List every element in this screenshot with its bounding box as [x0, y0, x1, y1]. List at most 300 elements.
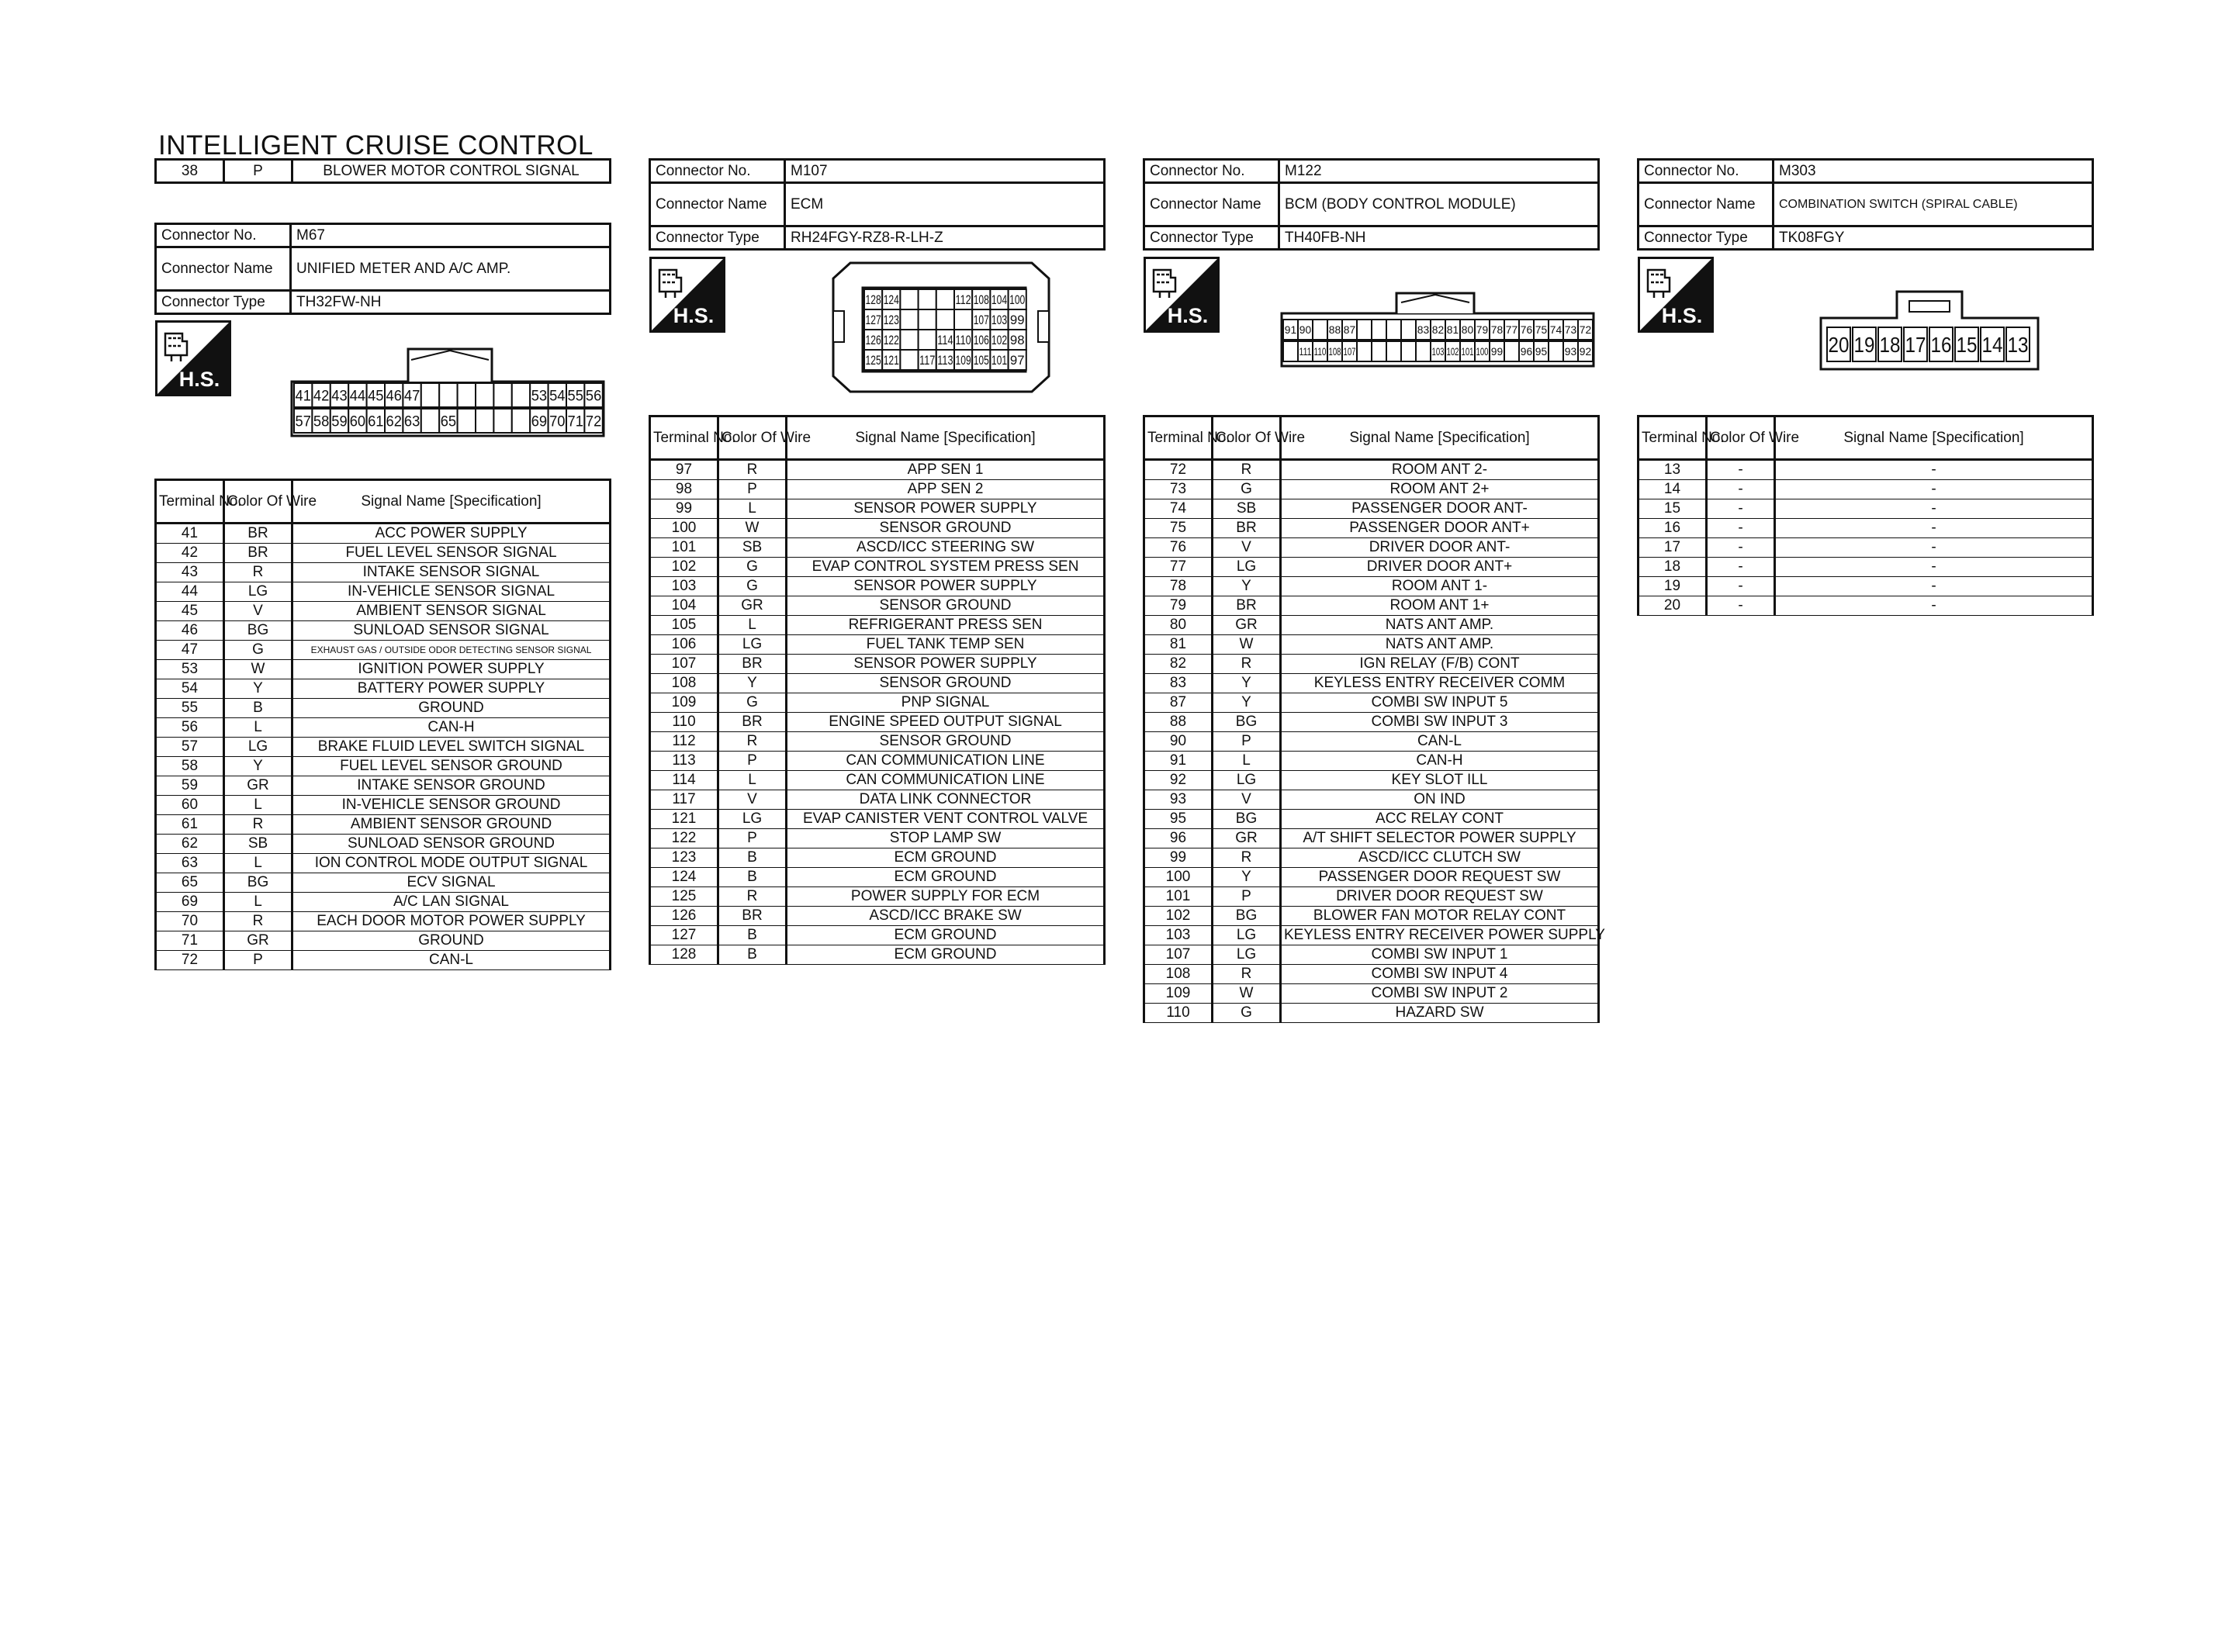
signal-name: INTAKE SENSOR GROUND: [292, 776, 611, 796]
table-row: [650, 868, 1105, 887]
table-row: [156, 582, 611, 602]
pin-cavity: [439, 383, 457, 407]
pin-number: 71: [567, 413, 583, 430]
pin-number: 72: [585, 413, 602, 430]
signal-name: CAN-H: [1281, 752, 1599, 771]
table-row: [1144, 887, 1599, 907]
pin-number: 57: [295, 413, 311, 430]
pin-number: 65: [440, 413, 457, 430]
terminal-number: 38: [156, 160, 224, 183]
terminal-number: 105: [650, 616, 718, 635]
connector-no-value: M107: [785, 160, 1105, 183]
pin-number: 55: [567, 388, 583, 405]
terminal-number: 93: [1144, 790, 1213, 810]
table-row: [1639, 499, 2093, 519]
terminal-number: 77: [1144, 558, 1213, 577]
terminal-number: 71: [156, 931, 224, 951]
wire-color: SB: [1213, 499, 1281, 519]
pin-number: 17: [1905, 333, 1926, 358]
wire-color: R: [224, 815, 292, 835]
signal-name: ION CONTROL MODE OUTPUT SIGNAL: [292, 854, 611, 873]
signal-name: SENSOR GROUND: [787, 596, 1105, 616]
terminal-number: 15: [1639, 499, 1707, 519]
table-row: [156, 912, 611, 931]
terminal-number: 45: [156, 602, 224, 621]
pin-number: 100: [1009, 292, 1026, 308]
connector-header-m303: [1637, 158, 2094, 251]
pin-cavity: [900, 289, 918, 309]
wire-color: -: [1707, 596, 1775, 616]
terminal-number: 99: [650, 499, 718, 519]
pin-number: 80: [1461, 323, 1474, 337]
table-row: [156, 873, 611, 893]
table-row: [650, 790, 1105, 810]
connector-lock: [1396, 293, 1474, 313]
table-row: [156, 835, 611, 854]
terminal-number: 70: [156, 912, 224, 931]
harness-side-symbol: [1638, 257, 1714, 333]
wire-color: G: [224, 641, 292, 660]
terminal-number: 14: [1639, 480, 1707, 499]
pin-number: 110: [1313, 345, 1327, 358]
wire-color: R: [718, 732, 787, 752]
wire-color: G: [1213, 1004, 1281, 1023]
wire-color: BR: [1213, 519, 1281, 538]
table-row: [650, 499, 1105, 519]
harness-side-symbol: [155, 320, 231, 396]
wire-color: B: [718, 868, 787, 887]
table-row: [650, 752, 1105, 771]
terminal-number: 104: [650, 596, 718, 616]
wire-color: BG: [224, 621, 292, 641]
terminal-number: 92: [1144, 771, 1213, 790]
wire-color: LG: [718, 635, 787, 655]
signal-name: COMBI SW INPUT 4: [1281, 965, 1599, 984]
pin-number: 106: [973, 333, 989, 348]
table-row: [650, 596, 1105, 616]
pin-cavity: [476, 383, 493, 407]
pin-number: 59: [331, 413, 348, 430]
pin-number: 73: [1564, 323, 1577, 337]
color-header: Color Of Wire: [1707, 416, 1775, 460]
wire-color: L: [1213, 752, 1281, 771]
terminal-number: 107: [650, 655, 718, 674]
pin-number: 83: [1417, 323, 1430, 337]
connector-no-value: M303: [1774, 160, 2093, 183]
pin-number: 14: [1981, 333, 2003, 358]
pin-number: 43: [331, 388, 348, 405]
table-row: [1144, 1004, 1599, 1023]
wire-color: BR: [224, 544, 292, 563]
table-row: [1144, 848, 1599, 868]
terminal-number: 46: [156, 621, 224, 641]
signal-name: BATTERY POWER SUPPLY: [292, 679, 611, 699]
connector-name-value: UNIFIED METER AND A/C AMP.: [291, 247, 611, 291]
signal-name: SENSOR POWER SUPPLY: [787, 577, 1105, 596]
signal-name: KEY SLOT ILL: [1281, 771, 1599, 790]
terminal-number: 114: [650, 771, 718, 790]
connector-face-m303: [1819, 290, 2040, 371]
pin-number: 47: [403, 388, 420, 405]
signal-name: ROOM ANT 1+: [1281, 596, 1599, 616]
signal-name: POWER SUPPLY FOR ECM: [787, 887, 1105, 907]
table-row: [156, 524, 611, 544]
terminal-number: 58: [156, 757, 224, 776]
pin-number: 41: [295, 388, 311, 405]
connector-name-label: Connector Name: [650, 183, 785, 226]
table-row: [650, 558, 1105, 577]
wire-color: BG: [224, 873, 292, 893]
wire-color: -: [1707, 480, 1775, 499]
terminal-number: 107: [1144, 945, 1213, 965]
wire-color: Y: [224, 679, 292, 699]
table-row: [1144, 732, 1599, 752]
signal-name: ASCD/ICC CLUTCH SW: [1281, 848, 1599, 868]
connector-header-m122: [1143, 158, 1600, 251]
pin-number: 91: [1284, 323, 1297, 337]
signal-name: GROUND: [292, 931, 611, 951]
table-row: [650, 771, 1105, 790]
pin-number: 96: [1520, 345, 1533, 358]
signal-name: ROOM ANT 1-: [1281, 577, 1599, 596]
table-row: [1144, 674, 1599, 693]
signal-name: COMBI SW INPUT 1: [1281, 945, 1599, 965]
pin-number: 78: [1490, 323, 1504, 337]
signal-name: CAN COMMUNICATION LINE: [787, 771, 1105, 790]
terminal-number: 76: [1144, 538, 1213, 558]
table-row: [1639, 519, 2093, 538]
terminal-number: 81: [1144, 635, 1213, 655]
pin-number: 105: [973, 353, 989, 368]
signal-name: -: [1775, 460, 2093, 480]
pin-number: 75: [1535, 323, 1548, 337]
pin-cavity: [512, 383, 530, 407]
pin-number: 107: [973, 313, 989, 328]
pin-number: 98: [1009, 333, 1025, 348]
pin-number: 62: [386, 413, 402, 430]
signal-header: Signal Name [Specification]: [1775, 416, 2093, 460]
wire-color: BR: [718, 907, 787, 926]
pin-cavity: [919, 330, 936, 350]
terminal-number: 117: [650, 790, 718, 810]
table-row: [156, 931, 611, 951]
signal-name: SUNLOAD SENSOR GROUND: [292, 835, 611, 854]
terminal-number: 110: [650, 713, 718, 732]
terminal-number: 97: [650, 460, 718, 480]
wire-color: P: [1213, 732, 1281, 752]
pin-number: 42: [313, 388, 330, 405]
pin-cavity: [1504, 341, 1519, 361]
pin-number: 13: [2007, 333, 2029, 358]
wire-color: B: [718, 926, 787, 945]
wire-color: B: [718, 848, 787, 868]
pin-cavity: [476, 409, 493, 433]
table-row: [650, 907, 1105, 926]
pin-cavity: [1386, 320, 1401, 340]
wire-color: Y: [1213, 577, 1281, 596]
pin-number: 121: [883, 353, 899, 368]
terminal-number: 13: [1639, 460, 1707, 480]
wire-color: V: [718, 790, 787, 810]
signal-name: BRAKE FLUID LEVEL SWITCH SIGNAL: [292, 738, 611, 757]
hs-label: H.S.: [673, 304, 715, 327]
terminal-number: 110: [1144, 1004, 1213, 1023]
terminal-number: 82: [1144, 655, 1213, 674]
signal-name: ASCD/ICC STEERING SW: [787, 538, 1105, 558]
wire-color: LG: [224, 738, 292, 757]
signal-name: FUEL LEVEL SENSOR SIGNAL: [292, 544, 611, 563]
pin-number: 72: [1579, 323, 1592, 337]
pin-number: 74: [1549, 323, 1562, 337]
table-row: [1144, 693, 1599, 713]
signal-name: CAN-H: [292, 718, 611, 738]
wire-color: R: [718, 460, 787, 480]
pin-number: 124: [883, 292, 899, 308]
terminal-no-header: Terminal No.: [650, 416, 718, 460]
pin-number: 16: [1930, 333, 1952, 358]
pin-number: 108: [1328, 345, 1341, 358]
color-header: Color Of Wire: [224, 480, 292, 524]
wire-color: W: [224, 660, 292, 679]
continuation-row: [154, 158, 611, 184]
terminal-number: 95: [1144, 810, 1213, 829]
signal-name: IGN RELAY (F/B) CONT: [1281, 655, 1599, 674]
wire-color: V: [1213, 790, 1281, 810]
signal-name: IN-VEHICLE SENSOR SIGNAL: [292, 582, 611, 602]
connector-no-label: Connector No.: [1144, 160, 1279, 183]
table-row: [650, 616, 1105, 635]
table-row: [1144, 655, 1599, 674]
signal-name: AMBIENT SENSOR GROUND: [292, 815, 611, 835]
signal-name: ECM GROUND: [787, 848, 1105, 868]
pin-cavity: [1372, 341, 1386, 361]
pin-cavity: [900, 309, 918, 330]
pin-cavity: [458, 409, 476, 433]
table-row: [1144, 965, 1599, 984]
table-row: [156, 679, 611, 699]
table-row: [1144, 790, 1599, 810]
pin-number: 15: [1956, 333, 1978, 358]
wire-color: LG: [1213, 926, 1281, 945]
pin-number: 101: [991, 353, 1008, 368]
terminal-number: 112: [650, 732, 718, 752]
terminal-number: 57: [156, 738, 224, 757]
wire-color: LG: [718, 810, 787, 829]
pin-number: 88: [1328, 323, 1341, 337]
pin-number: 19: [1853, 333, 1875, 358]
page-title: INTELLIGENT CRUISE CONTROL: [158, 130, 593, 161]
connector-lock: [1909, 301, 1950, 312]
table-row: [156, 796, 611, 815]
wire-color: L: [224, 796, 292, 815]
table-row: [156, 893, 611, 912]
wire-color: LG: [1213, 945, 1281, 965]
wire-color: B: [224, 699, 292, 718]
table-row: [1144, 616, 1599, 635]
pin-number: 76: [1520, 323, 1533, 337]
pin-number: 95: [1535, 345, 1548, 358]
table-row: [650, 945, 1105, 965]
signal-name: PASSENGER DOOR ANT+: [1281, 519, 1599, 538]
terminal-number: 102: [1144, 907, 1213, 926]
pin-number: 101: [1461, 345, 1474, 358]
table-row: [156, 544, 611, 563]
wire-color: SB: [224, 835, 292, 854]
terminal-table-m122: [1143, 415, 1605, 1023]
pin-cavity: [1401, 341, 1416, 361]
terminal-number: 41: [156, 524, 224, 544]
connector-type-value: TK08FGY: [1774, 226, 2093, 250]
wire-color: -: [1707, 558, 1775, 577]
signal-name: DRIVER DOOR ANT+: [1281, 558, 1599, 577]
connector-no-label: Connector No.: [650, 160, 785, 183]
connector-lock: [408, 349, 492, 382]
pin-number: 81: [1446, 323, 1459, 337]
signal-name: EVAP CANISTER VENT CONTROL VALVE: [787, 810, 1105, 829]
table-row: [650, 887, 1105, 907]
wire-color: R: [1213, 965, 1281, 984]
terminal-number: 91: [1144, 752, 1213, 771]
table-row: [650, 713, 1105, 732]
connector-latch: [1038, 311, 1049, 342]
pin-cavity: [900, 330, 918, 350]
table-row: [156, 621, 611, 641]
table-row: [650, 635, 1105, 655]
table-row: [650, 460, 1105, 480]
terminal-number: 103: [650, 577, 718, 596]
signal-name: CAN-L: [1281, 732, 1599, 752]
pin-cavity: [493, 409, 511, 433]
signal-name: ECV SIGNAL: [292, 873, 611, 893]
table-row: [1144, 713, 1599, 732]
terminal-number: 96: [1144, 829, 1213, 848]
wire-color: W: [718, 519, 787, 538]
connector-type-label: Connector Type: [1144, 226, 1279, 250]
pin-number: 56: [585, 388, 602, 405]
pin-number: 93: [1564, 345, 1577, 358]
wire-color: BG: [1213, 713, 1281, 732]
signal-name: PASSENGER DOOR ANT-: [1281, 499, 1599, 519]
wire-color: GR: [1213, 616, 1281, 635]
table-row: [1144, 558, 1599, 577]
table-row: [1144, 984, 1599, 1004]
connector-no-value: M67: [291, 224, 611, 247]
connector-header-m107: [649, 158, 1106, 251]
pin-number: 77: [1505, 323, 1518, 337]
signal-name: FUEL LEVEL SENSOR GROUND: [292, 757, 611, 776]
signal-name: NATS ANT AMP.: [1281, 635, 1599, 655]
pin-cavity: [919, 309, 936, 330]
hs-label: H.S.: [1167, 304, 1209, 327]
pin-number: 69: [531, 413, 548, 430]
signal-name: FUEL TANK TEMP SEN: [787, 635, 1105, 655]
signal-name: ENGINE SPEED OUTPUT SIGNAL: [787, 713, 1105, 732]
pin-number: 97: [1009, 353, 1025, 368]
terminal-number: 88: [1144, 713, 1213, 732]
terminal-number: 60: [156, 796, 224, 815]
terminal-number: 109: [650, 693, 718, 713]
terminal-number: 78: [1144, 577, 1213, 596]
wire-color: P: [718, 752, 787, 771]
pin-number: 20: [1828, 333, 1850, 358]
table-row: [156, 602, 611, 621]
wire-color: -: [1707, 499, 1775, 519]
pin-cavity: [1357, 341, 1372, 361]
signal-name: COMBI SW INPUT 5: [1281, 693, 1599, 713]
wire-color: BR: [718, 655, 787, 674]
connector-face-m107: [832, 261, 1050, 393]
table-row: [156, 738, 611, 757]
wire-color: L: [718, 499, 787, 519]
terminal-number: 109: [1144, 984, 1213, 1004]
wire-color: R: [718, 887, 787, 907]
table-row: [156, 757, 611, 776]
signal-name: HAZARD SW: [1281, 1004, 1599, 1023]
terminal-number: 74: [1144, 499, 1213, 519]
signal-name: AMBIENT SENSOR SIGNAL: [292, 602, 611, 621]
table-row: [1144, 868, 1599, 887]
wire-color: GR: [718, 596, 787, 616]
pin-number: 108: [973, 292, 989, 308]
pin-number: 18: [1879, 333, 1901, 358]
pin-number: 53: [531, 388, 548, 405]
signal-name: ECM GROUND: [787, 945, 1105, 965]
wire-color: G: [1213, 480, 1281, 499]
pin-cavity: [1416, 341, 1431, 361]
terminal-number: 113: [650, 752, 718, 771]
wire-color: R: [1213, 655, 1281, 674]
table-row: [1639, 460, 2093, 480]
pin-cavity: [421, 409, 439, 433]
wire-color: L: [718, 616, 787, 635]
connector-no-label: Connector No.: [1639, 160, 1774, 183]
connector-type-label: Connector Type: [1639, 226, 1774, 250]
wire-color: Y: [1213, 674, 1281, 693]
signal-name: COMBI SW INPUT 2: [1281, 984, 1599, 1004]
table-row: [650, 519, 1105, 538]
wire-color: P: [1213, 887, 1281, 907]
terminal-table-m107: [649, 415, 1106, 965]
pin-cavity: [936, 289, 954, 309]
signal-name: ECM GROUND: [787, 926, 1105, 945]
table-row: [1144, 926, 1599, 945]
pin-cavity: [1313, 320, 1327, 340]
wire-color: BG: [1213, 810, 1281, 829]
signal-name: KEYLESS ENTRY RECEIVER POWER SUPPLY: [1281, 926, 1599, 945]
terminal-number: 100: [1144, 868, 1213, 887]
table-row: [1144, 519, 1599, 538]
pin-number: 114: [937, 333, 953, 348]
wire-color: -: [1707, 538, 1775, 558]
terminal-number: 43: [156, 563, 224, 582]
wire-color: -: [1707, 519, 1775, 538]
connector-type-label: Connector Type: [156, 291, 291, 314]
wire-color: L: [224, 718, 292, 738]
table-row: [156, 854, 611, 873]
signal-name: A/C LAN SIGNAL: [292, 893, 611, 912]
signal-name: ACC RELAY CONT: [1281, 810, 1599, 829]
terminal-number: 62: [156, 835, 224, 854]
wire-color: G: [718, 577, 787, 596]
wire-color: V: [1213, 538, 1281, 558]
wire-color: -: [1707, 577, 1775, 596]
terminal-table-m67: [154, 479, 611, 970]
pin-number: 110: [955, 333, 971, 348]
wire-color: B: [718, 945, 787, 965]
terminal-number: 55: [156, 699, 224, 718]
wire-color: BR: [224, 524, 292, 544]
terminal-number: 63: [156, 854, 224, 873]
